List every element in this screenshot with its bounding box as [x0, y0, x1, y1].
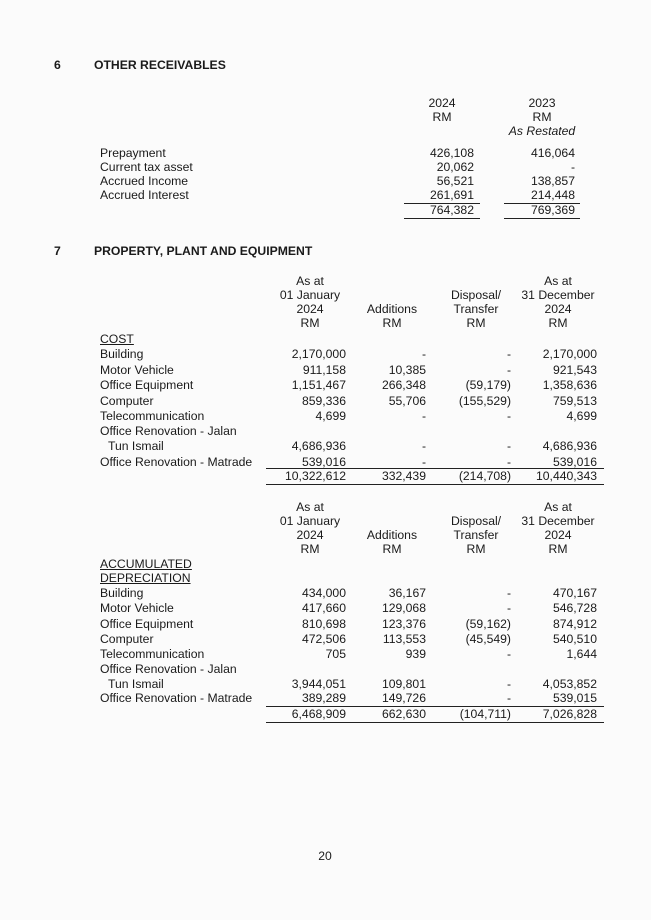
cost-close-value: 4,686,936 — [542, 439, 597, 453]
header-additions: RM — [382, 316, 402, 330]
depreciation-open-value: 810,698 — [301, 617, 346, 631]
cost-label: Telecommunication — [100, 409, 205, 423]
depreciation-add-value: 123,376 — [381, 617, 426, 631]
header-opening: RM — [300, 316, 320, 330]
cost-open-value: 1,151,467 — [291, 378, 346, 392]
cost-disp-value: - — [506, 409, 511, 423]
header-opening: RM — [300, 542, 320, 556]
cost-disp-total: (214,708) — [458, 469, 511, 483]
depreciation-disp-value: (59,162) — [465, 617, 511, 631]
cost-close-value: 4,699 — [566, 409, 597, 423]
col-2023-note: As Restated — [508, 124, 576, 138]
cost-label-cont: Tun Ismail — [108, 439, 164, 453]
receivable-2024-value: 426,108 — [429, 146, 474, 160]
depreciation-open-value: 434,000 — [301, 586, 346, 600]
depreciation-disp-value: - — [506, 691, 511, 705]
header-opening: 01 January — [279, 288, 341, 302]
cost-label: Office Renovation - Jalan — [100, 424, 237, 438]
header-closing: As at — [544, 274, 572, 288]
receivable-2024-value: 56,521 — [436, 174, 474, 188]
receivable-label: Current tax asset — [100, 160, 193, 174]
cost-disp-value: (59,179) — [465, 378, 511, 392]
receivable-label: Accrued Income — [100, 174, 189, 188]
cost-close-value: 759,513 — [552, 394, 597, 408]
depreciation-disp-value: - — [506, 677, 511, 691]
col-2024-unit: RM — [432, 110, 452, 124]
depreciation-disp-value: (45,549) — [465, 632, 511, 646]
receivable-label: Prepayment — [100, 146, 166, 160]
depreciation-label: Office Equipment — [100, 617, 194, 631]
header-closing: 31 December — [521, 514, 595, 528]
cost-heading: COST — [100, 332, 134, 346]
depreciation-label-cont: Tun Ismail — [108, 677, 164, 691]
cost-close-value: 2,170,000 — [542, 347, 597, 361]
header-opening: As at — [296, 274, 324, 288]
depreciation-open-value: 417,660 — [301, 601, 346, 615]
cost-open-value: 4,686,936 — [291, 439, 346, 453]
col-2024-year: 2024 — [428, 96, 456, 110]
depreciation-heading: ACCUMULATED — [100, 557, 192, 571]
cost-add-total: 332,439 — [381, 469, 426, 483]
cost-add-value: - — [421, 347, 426, 361]
depreciation-label: Office Renovation - Jalan — [100, 662, 237, 676]
depreciation-total-rule — [266, 722, 604, 723]
depreciation-label: Building — [100, 586, 144, 600]
col-2023-year: 2023 — [528, 96, 556, 110]
depreciation-close-value: 540,510 — [552, 632, 597, 646]
cost-disp-value: - — [506, 455, 511, 469]
cost-open-value: 911,158 — [302, 363, 346, 377]
cost-open-value: 539,016 — [301, 455, 346, 469]
depreciation-add-value: 129,068 — [381, 601, 426, 615]
cost-close-value: 539,016 — [552, 455, 597, 469]
depreciation-close-value: 4,053,852 — [542, 677, 597, 691]
cost-open-total: 10,322,612 — [285, 469, 346, 483]
depreciation-close-value: 874,912 — [552, 617, 597, 631]
header-closing: 2024 — [544, 302, 572, 316]
cost-add-value: - — [421, 409, 426, 423]
header-opening: 2024 — [296, 302, 324, 316]
cost-label: Motor Vehicle — [100, 363, 174, 377]
cost-disp-value: - — [506, 347, 511, 361]
header-additions: Additions — [366, 302, 418, 316]
receivable-2023-value: 416,064 — [530, 146, 575, 160]
section-7-title: PROPERTY, PLANT AND EQUIPMENT — [94, 244, 313, 258]
cost-close-value: 921,543 — [552, 363, 597, 377]
depreciation-open-value: 3,944,051 — [291, 677, 346, 691]
depreciation-add-total: 662,630 — [381, 707, 426, 721]
header-closing: 2024 — [544, 528, 572, 542]
cost-open-value: 2,170,000 — [291, 347, 346, 361]
header-closing: RM — [548, 316, 568, 330]
header-closing: As at — [544, 500, 572, 514]
header-disposal: Disposal/ — [450, 514, 502, 528]
header-additions: RM — [382, 542, 402, 556]
receivable-2024-value: 20,062 — [436, 160, 474, 174]
receivable-2023-value: - — [570, 160, 575, 174]
depreciation-label: Computer — [100, 632, 154, 646]
cost-add-value: 266,348 — [381, 378, 426, 392]
cost-disp-value: (155,529) — [458, 394, 511, 408]
header-disposal: Transfer — [453, 528, 499, 542]
receivable-2023-value: 138,857 — [530, 174, 575, 188]
depreciation-close-value: 546,728 — [552, 601, 597, 615]
header-disposal: Transfer — [453, 302, 499, 316]
depreciation-add-value: 36,167 — [388, 586, 426, 600]
cost-add-value: - — [421, 455, 426, 469]
depreciation-close-value: 470,167 — [552, 586, 597, 600]
cost-open-value: 859,336 — [301, 394, 346, 408]
receivable-2023-value: 214,448 — [530, 188, 575, 202]
depreciation-label: Motor Vehicle — [100, 601, 174, 615]
depreciation-disp-total: (104,711) — [459, 707, 511, 721]
depreciation-disp-value: - — [506, 601, 511, 615]
receivable-total-2023: 769,369 — [530, 203, 575, 217]
depreciation-open-total: 6,468,909 — [291, 707, 346, 721]
cost-disp-value: - — [506, 363, 511, 377]
header-closing: RM — [548, 542, 568, 556]
page-number: 20 — [318, 849, 332, 863]
cost-label: Building — [100, 347, 144, 361]
cost-close-value: 1,358,636 — [542, 378, 597, 392]
depreciation-add-value: 149,726 — [381, 691, 426, 705]
header-additions: Additions — [366, 528, 418, 542]
depreciation-label: Office Renovation - Matrade — [100, 691, 253, 705]
depreciation-close-total: 7,026,828 — [542, 707, 597, 721]
depreciation-open-value: 389,289 — [301, 691, 346, 705]
depreciation-close-value: 539,015 — [552, 691, 597, 705]
depreciation-add-value: 109,801 — [381, 677, 426, 691]
header-opening: As at — [296, 500, 324, 514]
cost-add-value: 10,385 — [388, 363, 426, 377]
cost-close-total: 10,440,343 — [536, 469, 597, 483]
cost-disp-value: - — [506, 439, 511, 453]
receivable-total-2024: 764,382 — [429, 203, 474, 217]
cost-label: Office Renovation - Matrade — [100, 455, 253, 469]
cost-label: Computer — [100, 394, 154, 408]
section-6-number: 6 — [54, 58, 61, 72]
cost-label: Office Equipment — [100, 378, 194, 392]
header-disposal: RM — [466, 542, 486, 556]
depreciation-close-value: 1,644 — [566, 647, 597, 661]
total-rule-2024 — [404, 218, 480, 219]
section-7-number: 7 — [54, 244, 61, 258]
header-opening: 2024 — [296, 528, 324, 542]
depreciation-heading-2: DEPRECIATION — [100, 571, 191, 585]
header-disposal: RM — [466, 316, 486, 330]
col-2023-unit: RM — [532, 110, 552, 124]
cost-add-value: - — [421, 439, 426, 453]
cost-open-value: 4,699 — [315, 409, 346, 423]
header-closing: 31 December — [521, 288, 595, 302]
depreciation-label: Telecommunication — [100, 647, 205, 661]
receivable-label: Accrued Interest — [100, 188, 189, 202]
depreciation-disp-value: - — [506, 586, 511, 600]
depreciation-add-value: 939 — [405, 647, 426, 661]
depreciation-disp-value: - — [506, 647, 511, 661]
section-6-title: OTHER RECEIVABLES — [94, 58, 226, 72]
cost-add-value: 55,706 — [388, 394, 426, 408]
depreciation-open-value: 472,506 — [301, 632, 346, 646]
total-rule-2023 — [504, 218, 580, 219]
header-opening: 01 January — [279, 514, 341, 528]
receivable-2024-value: 261,691 — [429, 188, 474, 202]
cost-total-rule — [266, 484, 604, 485]
depreciation-add-value: 113,553 — [382, 632, 426, 646]
header-disposal: Disposal/ — [450, 288, 502, 302]
depreciation-open-value: 705 — [325, 647, 346, 661]
